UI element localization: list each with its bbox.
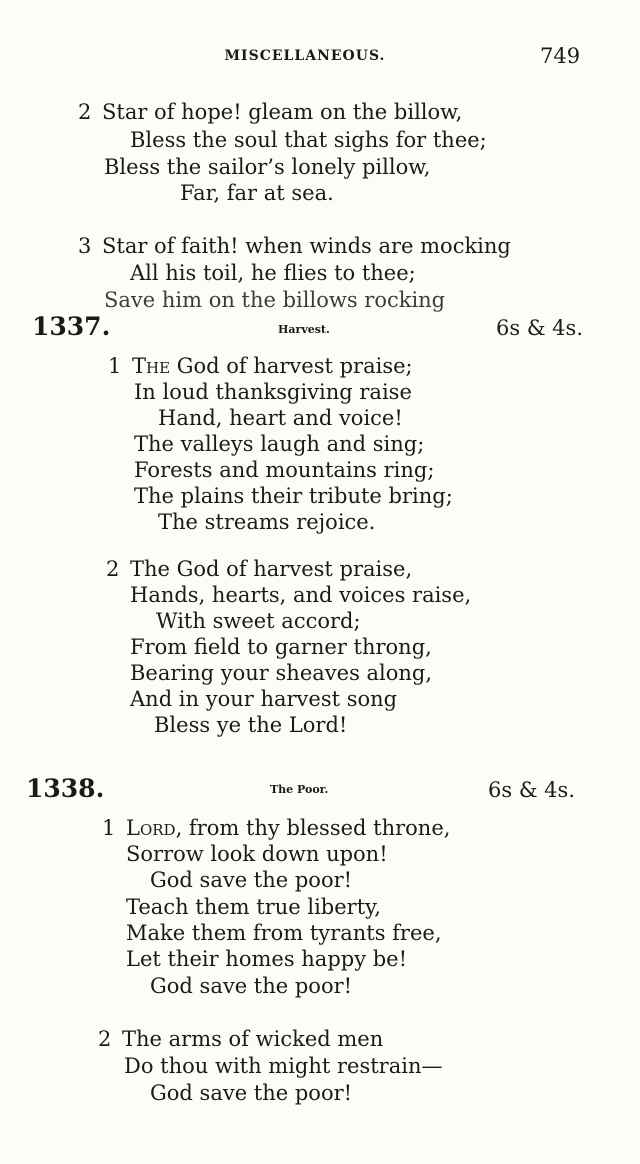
verse-line: And in your harvest song: [130, 687, 398, 711]
stanza-number: 2: [106, 557, 120, 581]
verse-line: Make them from tyrants free,: [126, 921, 442, 945]
hymn-title: Harvest.: [278, 323, 330, 336]
verse-line: Bless the soul that sighs for thee;: [130, 128, 487, 152]
stanza-number: 1: [108, 354, 122, 378]
verse-line: The streams rejoice.: [158, 510, 376, 534]
verse-line: Sorrow look down upon!: [126, 842, 388, 866]
verse-line: All his toil, he flies to thee;: [130, 261, 416, 285]
verse-line: 2 The arms of wicked men: [98, 1027, 384, 1051]
verse-line: The plains their tribute bring;: [134, 484, 453, 508]
page-number: 749: [540, 44, 581, 68]
verse-line: 2 The God of harvest praise,: [106, 557, 413, 581]
verse-line: In loud thanksgiving raise: [134, 380, 412, 404]
verse-line: Do thou with might restrain—: [124, 1054, 443, 1078]
verse-line: From field to garner throng,: [130, 635, 432, 659]
verse-line: God save the poor!: [150, 1081, 353, 1105]
verse-line: Bearing your sheaves along,: [130, 661, 433, 685]
hymn-title: The Poor.: [270, 783, 329, 796]
verse-line: God save the poor!: [150, 974, 353, 998]
verse-line: Hand, heart and voice!: [158, 406, 403, 430]
hymn-meter: 6s & 4s.: [488, 778, 575, 802]
verse-line: The valleys laugh and sing;: [134, 432, 425, 456]
hymn-meter: 6s & 4s.: [496, 316, 583, 340]
stanza-number: 2: [98, 1027, 112, 1051]
verse-line: Hands, hearts, and voices raise,: [130, 583, 472, 607]
verse-line: Let their homes happy be!: [126, 947, 408, 971]
stanza-number: 1: [102, 816, 116, 840]
verse-line-clipped: Save him on the billows rocking: [104, 288, 446, 312]
verse-line: 3 Star of faith! when winds are mocking: [78, 234, 511, 258]
verse-line: Bless ye the Lord!: [154, 713, 348, 737]
verse-line: Bless the sailor’s lonely pillow,: [104, 155, 431, 179]
verse-line: 2 Star of hope! gleam on the billow,: [78, 100, 463, 124]
verse-line: God save the poor!: [150, 868, 353, 892]
stanza-number: 3: [78, 234, 92, 258]
stanza-number: 2: [78, 100, 92, 124]
verse-line: Forests and mountains ring;: [134, 458, 435, 482]
verse-line: 1 The God of harvest praise;: [108, 354, 413, 378]
verse-line: With sweet accord;: [156, 609, 361, 633]
hymn-number: 1337.: [32, 312, 111, 341]
verse-line: 1 Lord, from thy blessed throne,: [102, 816, 451, 840]
verse-line: Teach them true liberty,: [126, 895, 381, 919]
running-header: MISCELLANEOUS.: [224, 48, 386, 64]
hymn-number: 1338.: [26, 774, 105, 803]
verse-line: Far, far at sea.: [180, 181, 334, 205]
